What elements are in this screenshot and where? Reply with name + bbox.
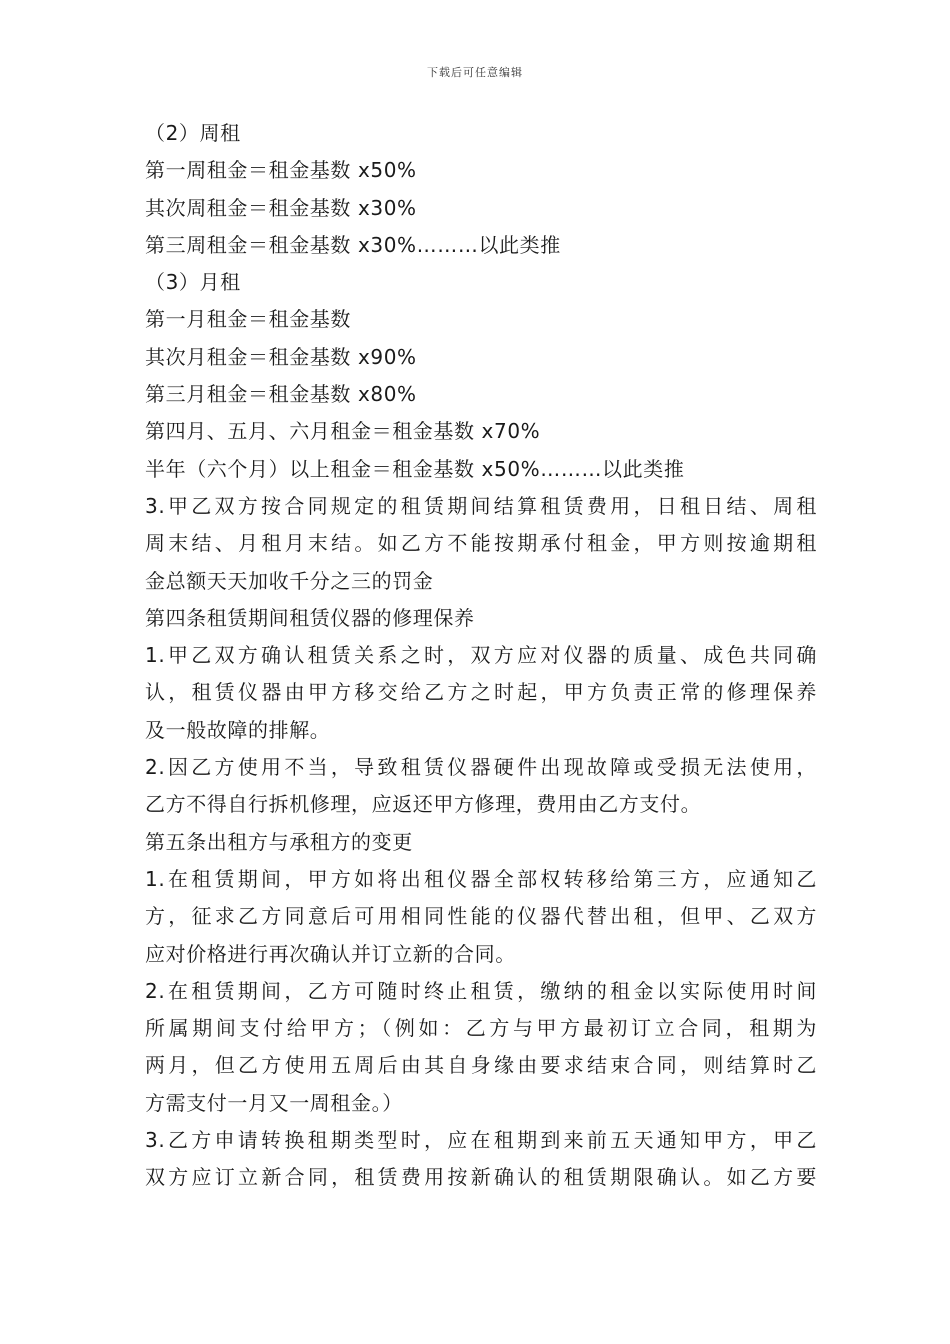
- text-line: 1.甲乙双方确认租赁关系之时，双方应对仪器的质量、成色共同确: [145, 643, 817, 668]
- text-line: 2.在租赁期间，乙方可随时终止租赁，缴纳的租金以实际使用时间: [145, 978, 817, 1003]
- text-line: 其次周租金＝租金基数 x30%: [145, 195, 417, 220]
- text-line: 2.因乙方使用不当，导致租赁仪器硬件出现故障或受损无法使用，: [145, 755, 817, 780]
- text-line: 双方应订立新合同，租赁费用按新确认的租赁期限确认。如乙方要: [145, 1165, 817, 1190]
- text-line: 3.乙方申请转换租期类型时，应在租期到来前五天通知甲方，甲乙: [145, 1128, 817, 1153]
- text-line: 3.甲乙双方按合同规定的租赁期间结算租赁费用，日租日结、周租: [145, 493, 817, 518]
- text-line: 1.在租赁期间，甲方如将出租仪器全部权转移给第三方，应通知乙: [145, 866, 817, 891]
- text-line: 方需支付一月又一周租金。）: [145, 1090, 403, 1115]
- text-line: （3）月租: [145, 270, 241, 295]
- section-heading: 第四条租赁期间租赁仪器的修理保养: [145, 605, 475, 630]
- text-line: 第一周租金＝租金基数 x50%: [145, 158, 417, 183]
- text-line: （2）周租: [145, 121, 241, 145]
- text-line: 第三月租金＝租金基数 x80%: [145, 382, 417, 407]
- text-line: 第三周租金＝租金基数 x30%………以此类推: [145, 232, 561, 257]
- header-note: 下载后可任意编辑: [427, 66, 523, 79]
- text-line: 第四月、五月、六月租金＝租金基数 x70%: [145, 419, 541, 444]
- text-line: 周末结、月租月末结。如乙方不能按期承付租金，甲方则按逾期租: [145, 531, 817, 556]
- text-line: 方，征求乙方同意后可用相同性能的仪器代替出租，但甲、乙双方: [145, 904, 817, 929]
- section-heading: 第五条出租方与承租方的变更: [145, 829, 413, 854]
- text-line: 应对价格进行再次确认并订立新的合同。: [145, 941, 516, 966]
- text-line: 第一月租金＝租金基数: [145, 307, 351, 332]
- text-line: 认，租赁仪器由甲方移交给乙方之时起，甲方负责正常的修理保养: [145, 680, 817, 705]
- text-line: 金总额天天加收千分之三的罚金: [145, 568, 434, 593]
- text-line: 两月，但乙方使用五周后由其自身缘由要求结束合同，则结算时乙: [145, 1053, 817, 1078]
- text-line: 乙方不得自行拆机修理，应返还甲方修理，费用由乙方支付。: [145, 792, 702, 817]
- document-body: [145, 115, 817, 1197]
- text-line: 及一般故障的排解。: [145, 717, 331, 742]
- text-line: 半年（六个月）以上租金＝租金基数 x50%………以此类推: [145, 456, 685, 481]
- text-line: 所属期间支付给甲方；（例如：乙方与甲方最初订立合同，租期为: [145, 1016, 817, 1041]
- text-line: 其次月租金＝租金基数 x90%: [145, 344, 417, 369]
